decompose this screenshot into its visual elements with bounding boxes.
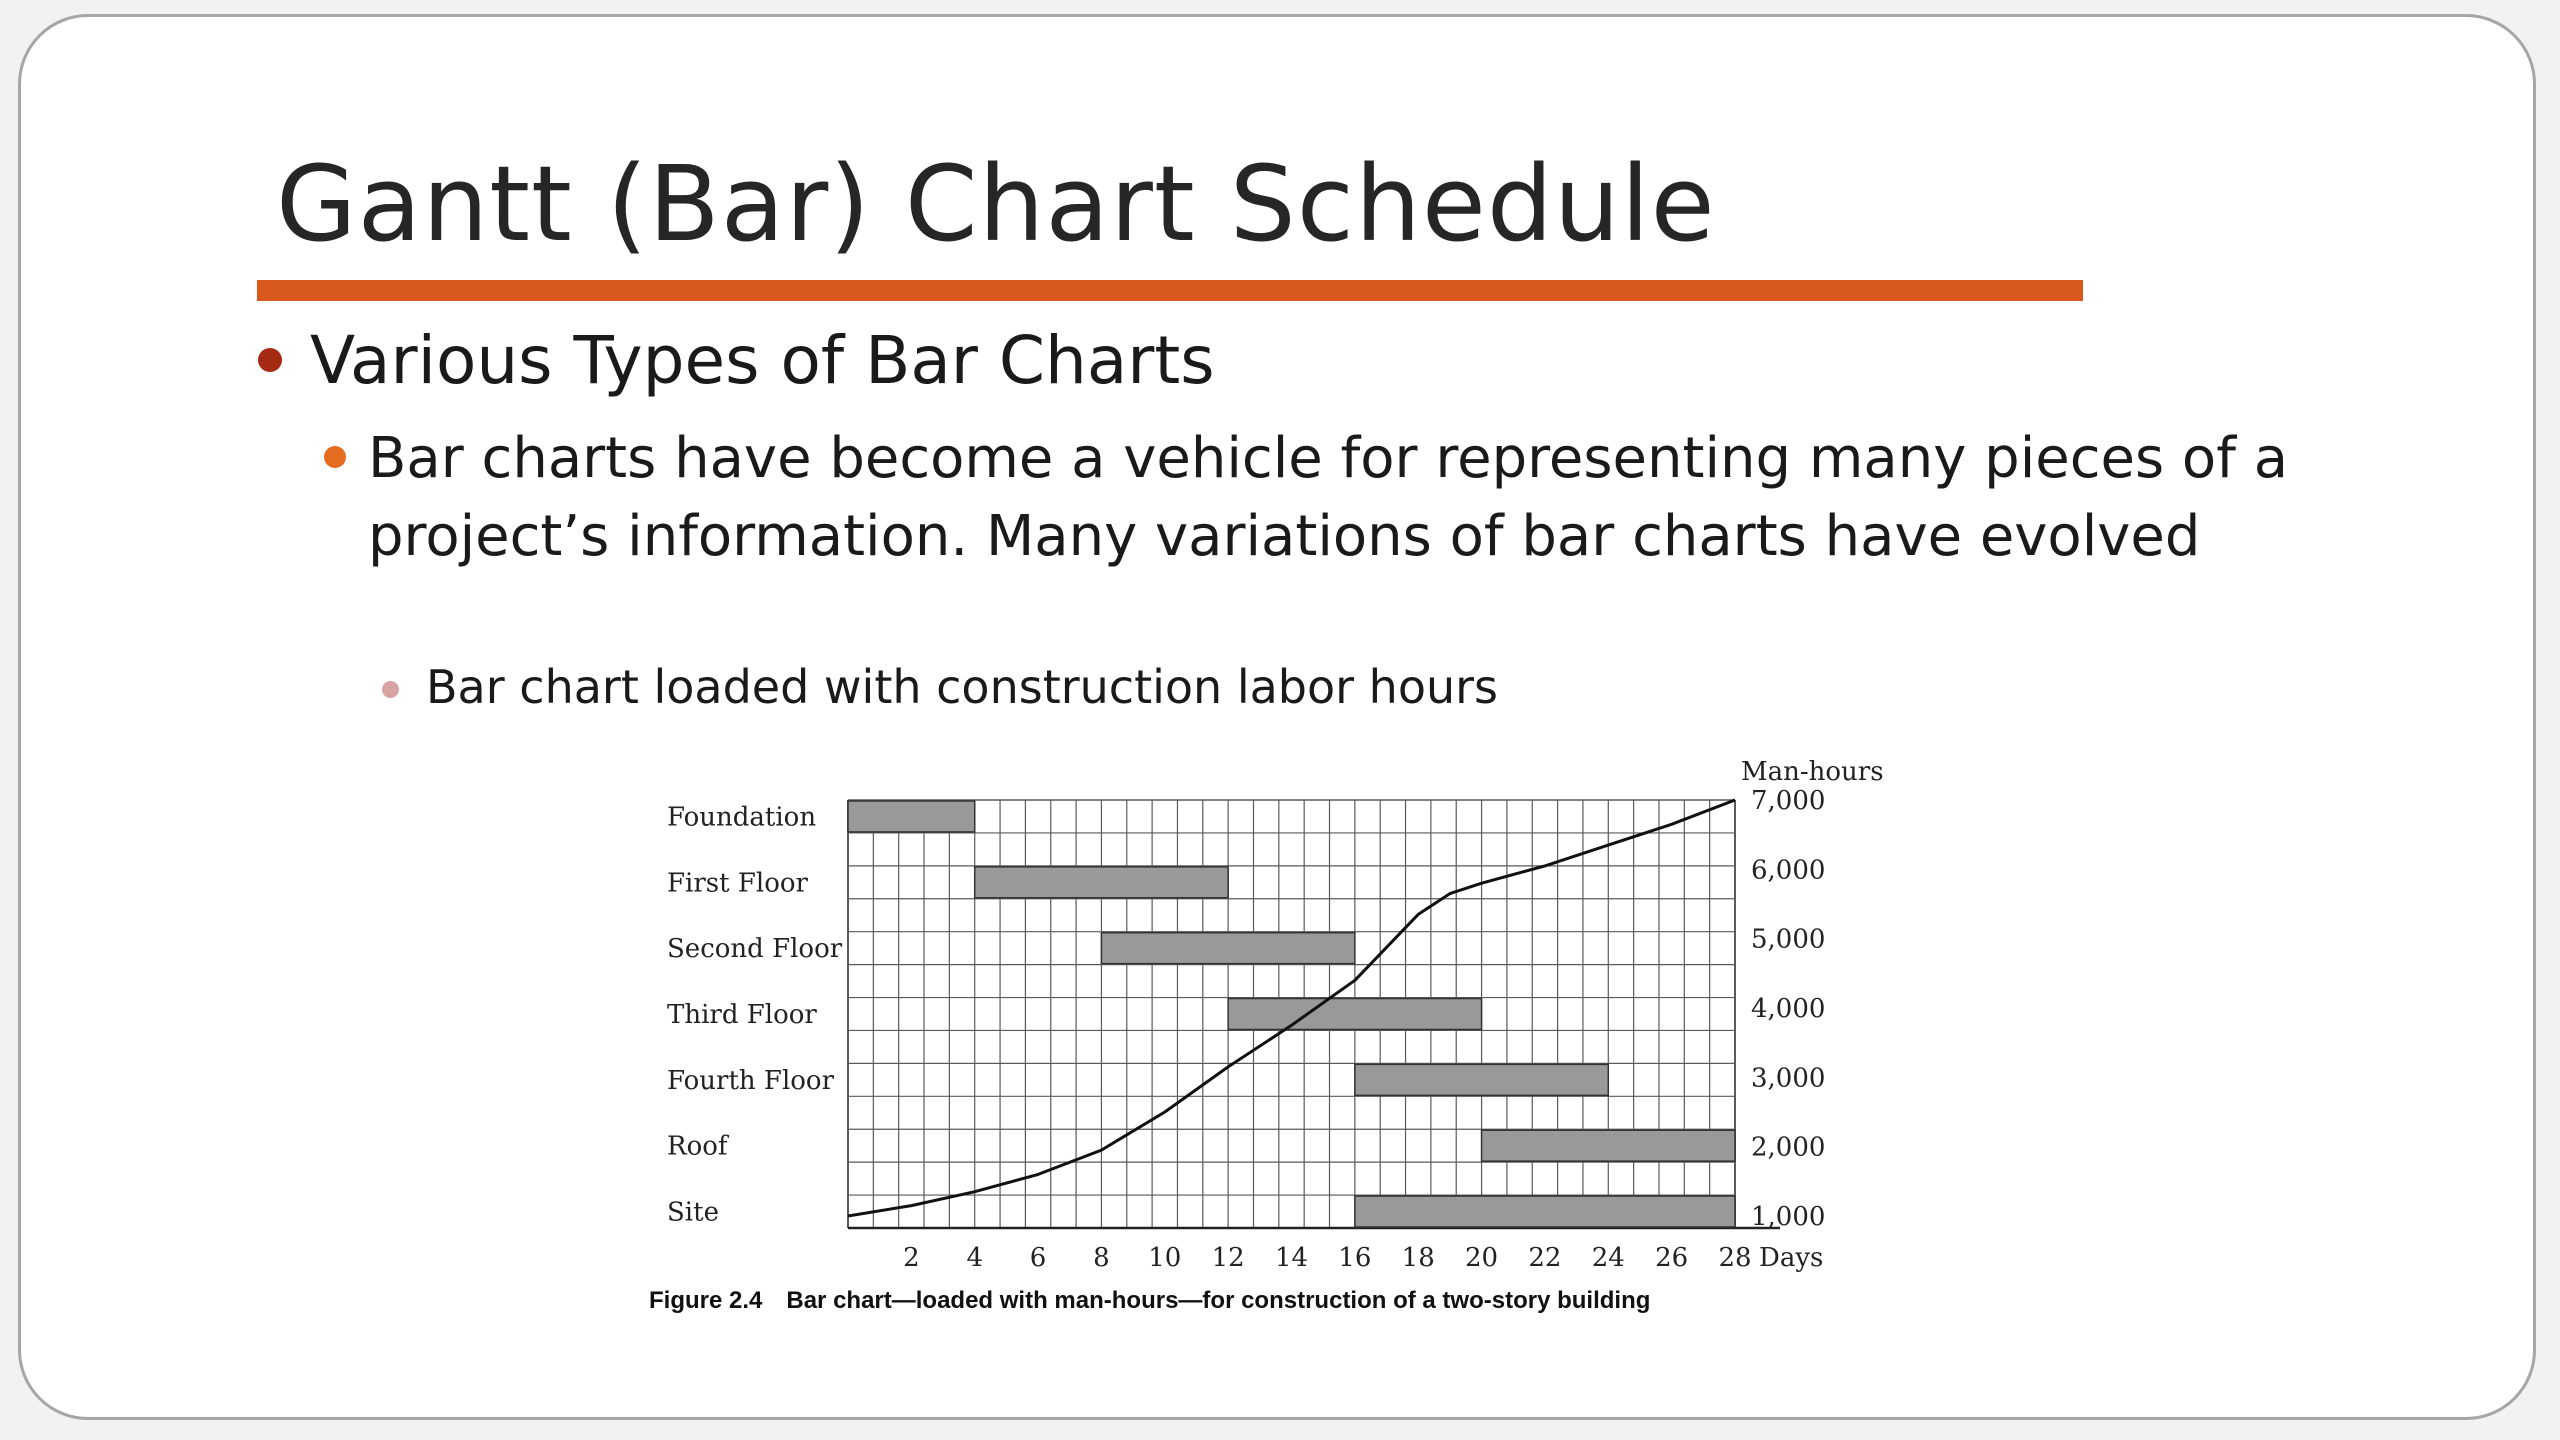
category-label: Foundation: [667, 802, 817, 833]
figure-caption-label: Figure 2.4: [649, 1287, 763, 1314]
y2-tick-label: 4,000: [1751, 994, 1826, 1024]
bar-foundation: [848, 801, 975, 832]
figure-caption-text: Bar chart—loaded with man-hours—for construction of a two-story building: [786, 1287, 1651, 1314]
category-label: Fourth Floor: [667, 1065, 834, 1096]
x-tick-label: 24: [1591, 1243, 1625, 1273]
chart-labels: [649, 757, 1884, 1314]
chart-bars: [848, 801, 1735, 1227]
x-tick-label: 12: [1211, 1243, 1245, 1273]
y2-tick-label: 3,000: [1751, 1063, 1826, 1094]
y2-tick-label: 2,000: [1751, 1132, 1826, 1163]
category-label: Third Floor: [667, 1000, 817, 1030]
y2-tick-label: 6,000: [1751, 855, 1826, 886]
x-tick-label: 26: [1655, 1243, 1689, 1273]
x-tick-label: 28: [1718, 1243, 1752, 1273]
bar-site: [1355, 1196, 1735, 1227]
bar-first-floor: [975, 867, 1228, 898]
title-underline: [257, 280, 2083, 301]
category-label: Second Floor: [667, 934, 843, 965]
bullet-level1-dot: [258, 348, 282, 372]
x-tick-label: 16: [1338, 1243, 1372, 1273]
x-tick-label: 22: [1528, 1243, 1562, 1273]
slide-title: Gantt (Bar) Chart Schedule: [276, 143, 1716, 265]
category-label: First Floor: [667, 868, 808, 899]
bullet-level3-text: Bar chart loaded with construction labor hours: [426, 660, 1498, 714]
bullet-level1-text: Various Types of Bar Charts: [310, 322, 1215, 399]
x-tick-label: 2: [903, 1243, 920, 1273]
gantt-chart: [630, 750, 1910, 1340]
x-tick-label: 4: [966, 1243, 983, 1273]
bullet-level2-dot: [324, 446, 346, 468]
category-label: Roof: [667, 1131, 728, 1162]
x-tick-label: 20: [1465, 1243, 1499, 1273]
y2-tick-label: 7,000: [1751, 786, 1826, 816]
y2-tick-label: 1,000: [1751, 1202, 1826, 1232]
figure-caption: [649, 1287, 1650, 1314]
bullet-level3-dot: [382, 681, 399, 698]
bar-second-floor: [1101, 933, 1354, 964]
x-tick-label: 6: [1029, 1243, 1047, 1273]
x-tick-label: 14: [1274, 1243, 1309, 1273]
x-tick-label: 18: [1401, 1243, 1435, 1273]
x-axis-unit: Days: [1759, 1243, 1824, 1273]
x-tick-label: 8: [1093, 1243, 1110, 1273]
bullet-level2-text: Bar charts have become a vehicle for representing many pieces of a project’s information. Many variations of bar charts have evolved: [368, 426, 2289, 569]
bar-third-floor: [1228, 999, 1481, 1030]
category-label: Site: [667, 1197, 719, 1228]
bar-roof: [1482, 1130, 1735, 1161]
bar-fourth-floor: [1355, 1064, 1608, 1095]
x-tick-label: 10: [1148, 1243, 1182, 1273]
y2-tick-label: 5,000: [1751, 924, 1826, 955]
y2-axis-label: Man-hours: [1741, 757, 1884, 787]
